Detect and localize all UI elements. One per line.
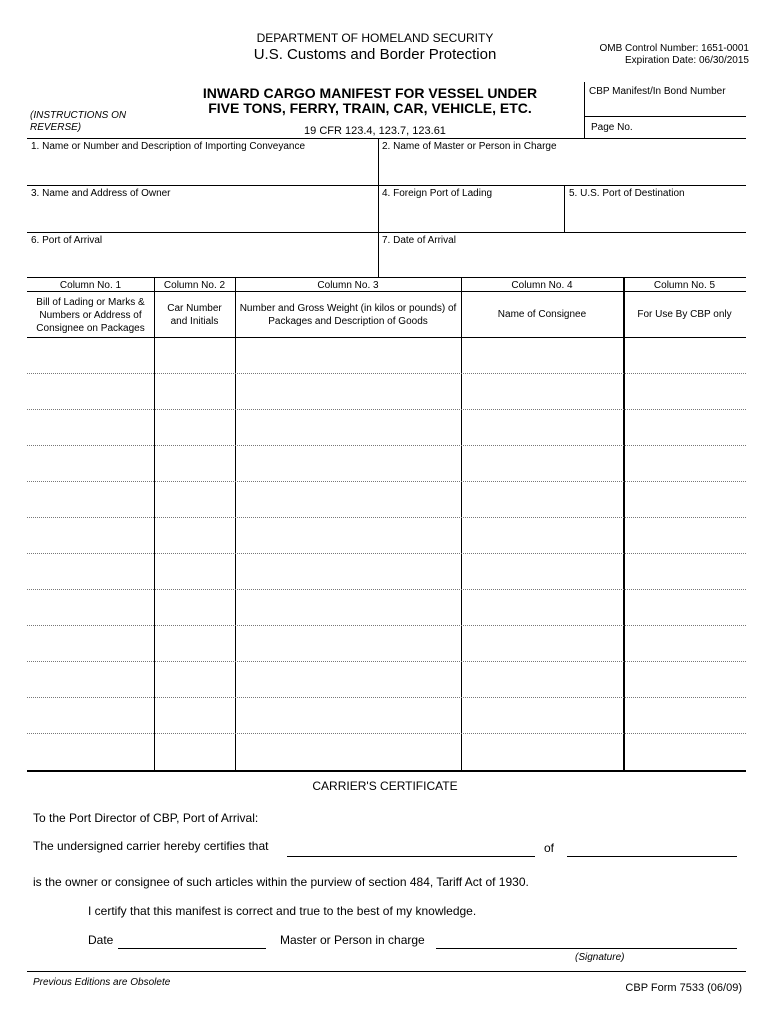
column-3-desc: Number and Gross Weight (in kilos or pounds) of Packages and Description of Goods <box>239 303 457 327</box>
table-row[interactable] <box>27 697 746 698</box>
column-2-title: Column No. 2 <box>163 280 226 291</box>
table-row[interactable] <box>27 517 746 518</box>
table-row[interactable] <box>27 373 746 374</box>
certificate-correct-text: I certify that this manifest is correct and true to the best of my knowledge. <box>88 904 477 918</box>
column-1-desc: Bill of Lading or Marks & Numbers or Address of Consignee on Packages <box>36 297 145 334</box>
column-5-title: Column No. 5 <box>653 280 716 291</box>
previous-editions-note: Previous Editions are Obsolete <box>33 977 171 988</box>
column-2-desc: Car Number and Initials <box>167 303 222 327</box>
table-row[interactable] <box>27 553 746 554</box>
table-row[interactable] <box>27 733 746 734</box>
date-signature-line[interactable] <box>118 948 266 949</box>
column-5-desc: For Use By CBP only <box>637 309 732 320</box>
table-row[interactable] <box>27 445 746 446</box>
field-foreign-port-lading[interactable]: 4. Foreign Port of Lading <box>382 188 493 199</box>
field-owner-name-address[interactable]: 3. Name and Address of Owner <box>31 188 171 199</box>
certificate-certifies-text: The undersigned carrier hereby certifies that <box>33 839 269 853</box>
carrier-of-line[interactable] <box>567 856 737 857</box>
table-row[interactable] <box>27 481 746 482</box>
carrier-name-line[interactable] <box>287 856 535 857</box>
form-title-line1: INWARD CARGO MANIFEST FOR VESSEL UNDER <box>202 85 538 101</box>
manifest-number-field[interactable]: CBP Manifest/In Bond Number <box>589 86 726 97</box>
field-importing-conveyance[interactable]: 1. Name or Number and Description of Importing Conveyance <box>31 141 306 152</box>
department-name: DEPARTMENT OF HOMELAND SECURITY <box>256 31 494 45</box>
master-label: Master or Person in charge <box>280 933 425 947</box>
table-row[interactable] <box>27 661 746 662</box>
signature-caption: (Signature) <box>575 952 625 963</box>
field-date-of-arrival[interactable]: 7. Date of Arrival <box>382 235 456 246</box>
field-master-name[interactable]: 2. Name of Master or Person in Charge <box>382 141 557 152</box>
column-4-desc: Name of Consignee <box>497 309 587 320</box>
column-3-title: Column No. 3 <box>317 280 379 291</box>
instructions-note: (INSTRUCTIONS ON REVERSE) <box>30 110 127 133</box>
master-signature-line[interactable] <box>436 948 737 949</box>
certificate-owner-text: is the owner or consignee of such articles within the purview of section 484, Tariff Act of 1930. <box>33 875 529 889</box>
field-port-of-arrival[interactable]: 6. Port of Arrival <box>31 235 103 246</box>
table-row[interactable] <box>27 625 746 626</box>
certificate-heading: CARRIER'S CERTIFICATE <box>312 779 458 793</box>
certificate-to-port: To the Port Director of CBP, Port of Arrival: <box>33 811 259 825</box>
form-number: CBP Form 7533 (06/09) <box>625 982 742 994</box>
column-4-title: Column No. 4 <box>511 280 573 291</box>
table-row[interactable] <box>27 589 746 590</box>
certificate-of-label: of <box>544 841 555 855</box>
form-title-line2: FIVE TONS, FERRY, TRAIN, CAR, VEHICLE, ETC. <box>208 100 532 116</box>
expiration-date: Expiration Date: 06/30/2015 <box>625 55 749 66</box>
omb-control-number: OMB Control Number: 1651-0001 <box>599 43 749 54</box>
date-label: Date <box>88 933 114 947</box>
table-row[interactable] <box>27 409 746 410</box>
agency-name: U.S. Customs and Border Protection <box>253 46 497 63</box>
page-number-field[interactable]: Page No. <box>591 122 633 133</box>
field-us-port-destination[interactable]: 5. U.S. Port of Destination <box>569 188 685 199</box>
column-1-title: Column No. 1 <box>59 280 122 291</box>
cfr-reference: 19 CFR 123.4, 123.7, 123.61 <box>304 125 446 137</box>
